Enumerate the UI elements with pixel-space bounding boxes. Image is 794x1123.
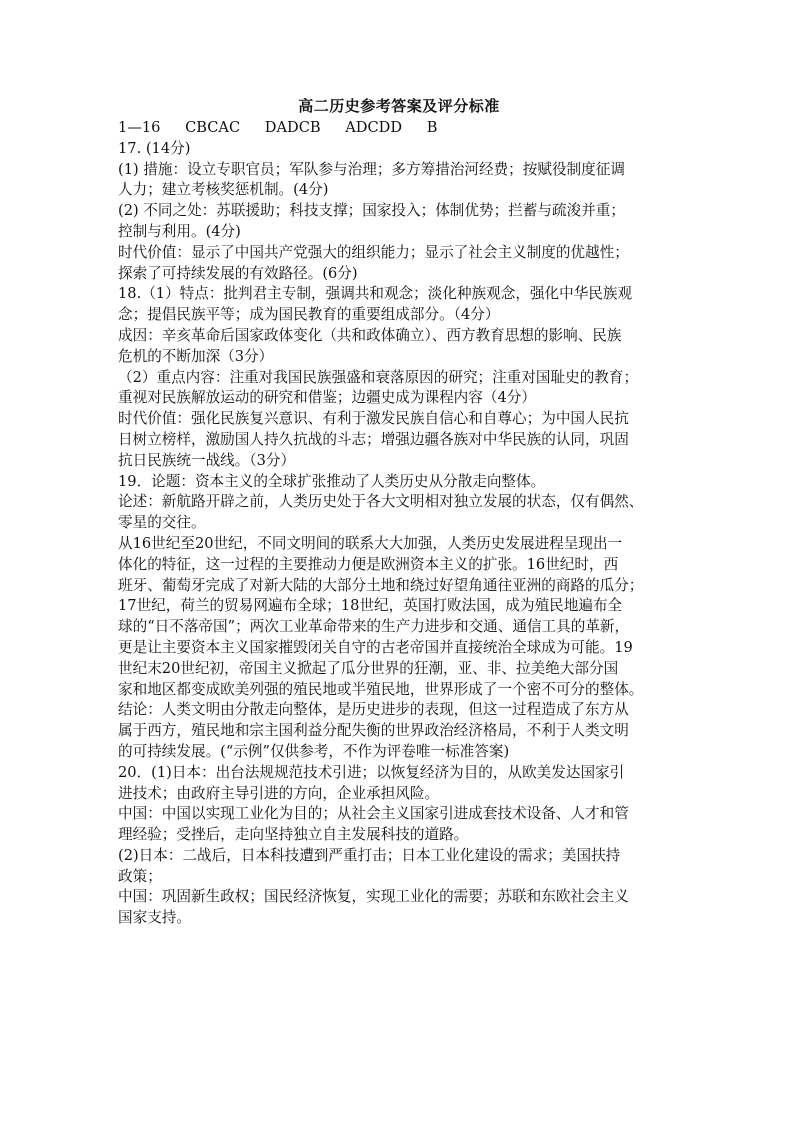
text-line: 从16世纪至20世纪，不同文明间的联系大大加强，人类历史发展进程呈现出一 (118, 534, 623, 552)
text-line: 成因：辛亥革命后国家政体变化（共和政体确立）、西方教育思想的影响、民族 (118, 326, 622, 344)
text-line: 论述：新航路开辟之前，人类历史处于各大文明相对独立发展的状态，仅有偶然、 (118, 493, 644, 511)
text-line: 念；提倡民族平等；成为国民教育的重要组成部分。（4分） (118, 306, 500, 324)
answer-group: DADCB (264, 119, 321, 136)
text-line: (2) 不同之处：苏联援助；科技支撑；国家投入；体制优势；拦蓄与疏浚并重； (118, 202, 625, 220)
text-line: 家和地区都变成欧美列强的殖民地或半殖民地，世界形成了一个密不可分的整体。 (118, 680, 644, 698)
text-line: 的可持续发展。(“示例”仅供参考，不作为评卷唯一标准答案) (118, 742, 510, 760)
answer-group: B (426, 119, 438, 136)
text-line: 重视对民族解放运动的研究和借鉴；边疆史成为课程内容（4分） (118, 389, 536, 407)
text-line: 17. (14分) (118, 139, 191, 157)
text-line: (2)日本：二战后，日本科技遭到严重打击；日本工业化建设的需求；美国扶持 (118, 846, 621, 864)
text-line: 20．(1)日本：出台法规规范技术引进；以恢复经济为目的，从欧美发达国家引 (118, 763, 625, 781)
text-line: 时代价值：显示了中国共产党强大的组织能力；显示了社会主义制度的优越性； (118, 243, 629, 261)
text-line: (1) 措施：设立专职官员；军队参与治理；多方筹措治河经费；按赋役制度征调 (118, 160, 625, 178)
text-line: 人力；建立考核奖惩机制。(4分) (118, 181, 329, 199)
text-line: 中国：中国以实现工业化为目的；从社会主义国家引进成套技术设备、人才和管 (118, 805, 629, 823)
answer-group: ADCDD (345, 119, 403, 136)
text-line: 19．论题：资本主义的全球扩张推动了人类历史从分散走向整体。 (118, 472, 546, 490)
text-line: 控制与利用。(4分) (118, 222, 241, 240)
text-line: 日树立榜样，激励国人持久抗战的斗志；增强边疆各族对中华民族的认同，巩固 (118, 430, 629, 448)
text-line: 零星的交往。 (118, 514, 206, 532)
text-line: 理经验；受挫后，走向坚持独立自主发展科技的道路。 (118, 826, 469, 844)
text-line: 班牙、葡萄牙完成了对新大陆的大部分土地和绕过好望角通往亚洲的商路的瓜分； (118, 576, 644, 594)
text-line: 抗日民族统一战线。（3分） (118, 451, 296, 469)
text-line: 18.（1）特点：批判君主专制，强调共和观念；淡化种族观念，强化中华民族观 (118, 285, 633, 303)
text-line: 政策； (118, 867, 162, 885)
text-line: 时代价值：强化民族复兴意识、有利于激发民族自信心和自尊心；为中国人民抗 (118, 410, 629, 428)
text-line: 世纪末20世纪初，帝国主义掀起了瓜分世界的狂潮，亚、非、拉美绝大部分国 (118, 659, 619, 677)
text-line: 球的“日不落帝国”；两次工业革命带来的生产力进步和交通、通信工具的革新， (118, 618, 630, 636)
text-line: 属于西方，殖民地和宗主国利益分配失衡的世界政治经济格局，不利于人类文明 (118, 722, 629, 740)
answer-sheet (118, 96, 680, 929)
answer-group: CBCAC (185, 119, 241, 136)
text-line: 体化的特征，这一过程的主要推动力便是欧洲资本主义的扩张。16世纪时，西 (118, 555, 619, 573)
multiple-choice-answers (118, 118, 680, 139)
text-line: 17世纪，荷兰的贸易网遍布全球；18世纪，英国打败法国，成为殖民地遍布全 (118, 597, 623, 615)
page-title: 高二历史参考答案及评分标准 (298, 97, 500, 115)
text-line: 危机的不断加深（3分） (118, 347, 274, 365)
answer-body (118, 139, 680, 929)
text-line: 进技术；由政府主导引进的方向，企业承担风险。 (118, 784, 440, 802)
text-line: （2）重点内容：注重对我国民族强盛和衰落原因的研究；注重对国耻史的教育； (118, 368, 639, 386)
text-line: 探索了可持续发展的有效路径。(6分) (118, 264, 358, 282)
text-line: 中国：巩固新生政权；国民经济恢复，实现工业化的需要；苏联和东欧社会主义 (118, 888, 629, 906)
text-line: 更是让主要资本主义国家摧毁闭关自守的古老帝国并直接统治全球成为可能。19 (118, 638, 633, 656)
text-line: 国家支持。 (118, 909, 191, 927)
answer-range: 1—16 (118, 119, 161, 136)
text-line: 结论：人类文明由分散走向整体，是历史进步的表现，但这一过程造成了东方从 (118, 701, 629, 719)
